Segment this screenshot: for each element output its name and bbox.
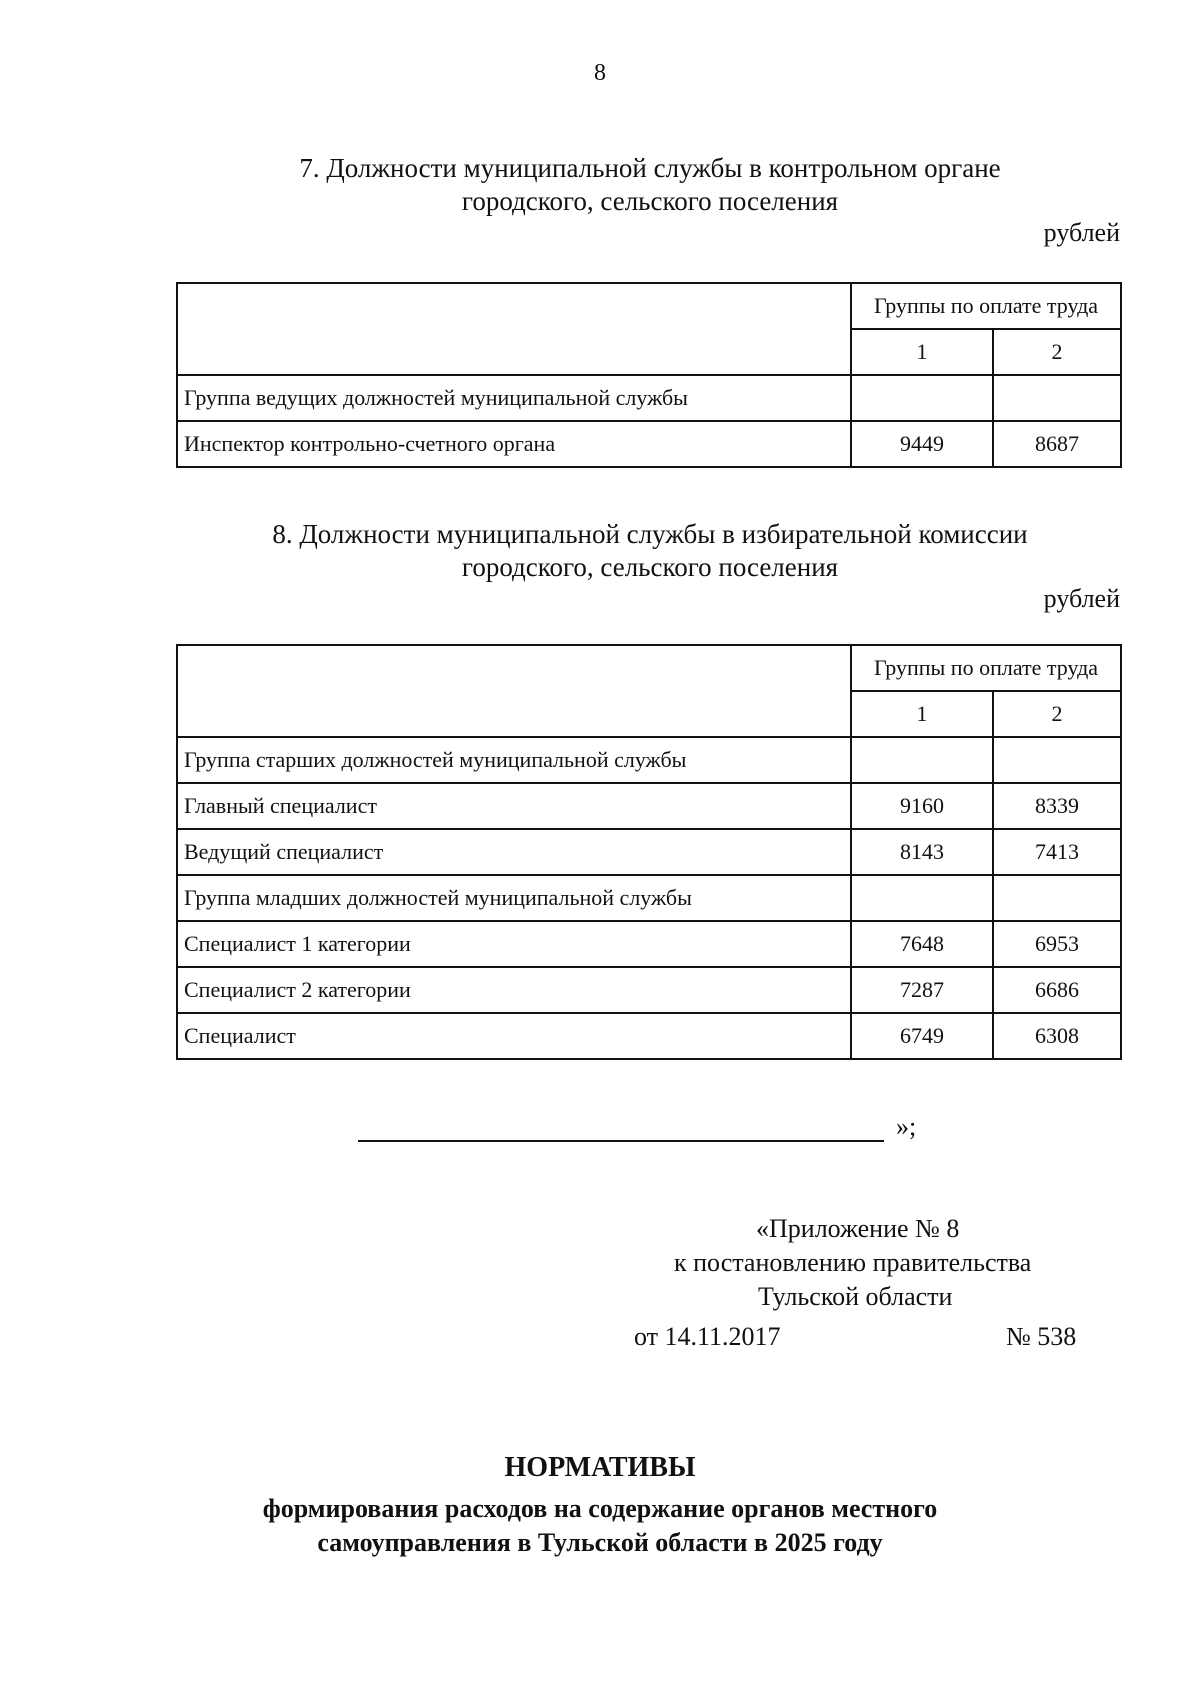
table-header-row <box>177 283 1121 329</box>
header-group-cell: Группы по оплате труда <box>851 283 1121 329</box>
section-8-title-line2: городского, сельского поселения <box>461 552 839 582</box>
row-value-2: 8687 <box>993 421 1121 467</box>
row-value-1: 6749 <box>851 1013 993 1059</box>
closing-line <box>358 1112 916 1142</box>
row-label: Ведущий специалист <box>177 829 851 875</box>
header-empty-cell <box>177 645 851 737</box>
row-label: Специалист 2 категории <box>177 967 851 1013</box>
section-7-title-line1: 7. Должности муниципальной службы в контрольном органе <box>299 153 1001 183</box>
row-label: Группа ведущих должностей муниципальной службы <box>177 375 851 421</box>
header-col-1: 1 <box>851 691 993 737</box>
row-value-2 <box>993 375 1121 421</box>
row-label: Группа младших должностей муниципальной службы <box>177 875 851 921</box>
table-row <box>177 375 1121 421</box>
section-8-title-line1: 8. Должности муниципальной службы в избирательной комиссии <box>272 519 1028 549</box>
page-number: 8 <box>594 60 606 86</box>
signature-underline <box>358 1120 884 1142</box>
row-value-1 <box>851 875 993 921</box>
header-col-1: 1 <box>851 329 993 375</box>
section-7-units: рублей <box>1043 218 1120 247</box>
row-label: Специалист <box>177 1013 851 1059</box>
table-row <box>177 967 1121 1013</box>
row-value-1: 9449 <box>851 421 993 467</box>
row-value-2: 6953 <box>993 921 1121 967</box>
appendix-line1: «Приложение № 8 <box>756 1214 960 1243</box>
row-value-1: 8143 <box>851 829 993 875</box>
row-label: Группа старших должностей муниципальной службы <box>177 737 851 783</box>
appendix-date: от 14.11.2017 <box>634 1322 781 1351</box>
row-value-1: 7648 <box>851 921 993 967</box>
header-group-cell: Группы по оплате труда <box>851 645 1121 691</box>
row-value-2 <box>993 737 1121 783</box>
section-7-title <box>180 152 1120 218</box>
section-8-title <box>180 518 1120 584</box>
table-row <box>177 875 1121 921</box>
header-empty-cell <box>177 283 851 375</box>
table-row <box>177 829 1121 875</box>
row-label: Специалист 1 категории <box>177 921 851 967</box>
table-row <box>177 783 1121 829</box>
table-row <box>177 737 1121 783</box>
norms-subtitle-line2: самоуправления в Тульской области в 2025 году <box>317 1528 883 1557</box>
section-7-title-line2: городского, сельского поселения <box>461 186 839 216</box>
table-row <box>177 421 1121 467</box>
appendix-line3: Тульской области <box>758 1282 953 1311</box>
row-value-2: 8339 <box>993 783 1121 829</box>
section-8-table <box>176 644 1122 1060</box>
norms-title: НОРМАТИВЫ <box>504 1452 696 1483</box>
table-header-row <box>177 645 1121 691</box>
row-value-2: 6308 <box>993 1013 1121 1059</box>
section-8-units: рублей <box>1043 584 1120 613</box>
norms-subtitle-line1: формирования расходов на содержание органов местного <box>262 1494 938 1523</box>
row-value-1 <box>851 375 993 421</box>
row-value-1: 9160 <box>851 783 993 829</box>
row-value-2: 6686 <box>993 967 1121 1013</box>
row-label: Инспектор контрольно-счетного органа <box>177 421 851 467</box>
row-value-1: 7287 <box>851 967 993 1013</box>
row-label: Главный специалист <box>177 783 851 829</box>
table-row <box>177 921 1121 967</box>
header-col-2: 2 <box>993 691 1121 737</box>
row-value-2: 7413 <box>993 829 1121 875</box>
appendix-line2: к постановлению правительства <box>674 1248 1032 1277</box>
row-value-1 <box>851 737 993 783</box>
row-value-2 <box>993 875 1121 921</box>
closing-mark: »; <box>896 1112 917 1141</box>
header-col-2: 2 <box>993 329 1121 375</box>
table-row <box>177 1013 1121 1059</box>
appendix-number: № 538 <box>1006 1322 1077 1351</box>
section-7-table <box>176 282 1122 468</box>
